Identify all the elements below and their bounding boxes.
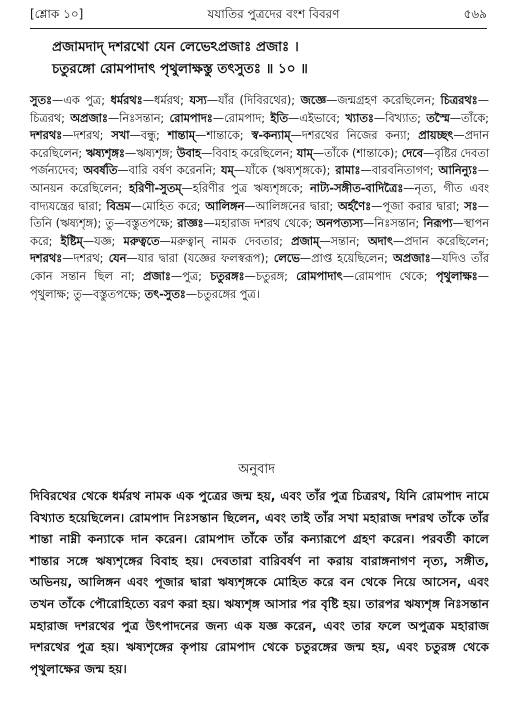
synonym-term: লেভে: [273, 252, 300, 266]
synonym-term: হরিণী-সুতম্: [129, 181, 182, 195]
synonym-meaning: —যাঁর (দিবিরথের);: [206, 94, 301, 107]
word-for-word-synonyms: [30, 92, 489, 303]
synonym-meaning: —নিঃসন্তান;: [107, 111, 170, 125]
synonym-meaning: —বিখ্যাত;: [373, 111, 427, 125]
translation-heading: অনুবাদ: [238, 462, 275, 477]
synonym-term: যম্: [221, 164, 234, 178]
synonym-meaning: —তাঁকে;: [449, 111, 489, 125]
synonym-meaning: —চতুরঙ্গের পুত্র।: [185, 287, 260, 301]
synonym-term: আলিঙ্গন: [205, 199, 245, 213]
synonym-term: খ্যাতঃ: [345, 111, 374, 125]
sanskrit-verse: [52, 36, 473, 80]
synonym-term: রামাঃ: [335, 164, 361, 178]
page-number: ৫৬৯: [463, 7, 487, 21]
translation-text: দিবিরথের থেকে ধর্মরথ নামক এক পুত্রের জন্ম হয়, এবং তাঁর পুত্র চিত্ররথ, যিনি রোমপাদ নামে বিখ্যাত হয়েছিলেন। রোমপাদ নিঃসন্তান ছিলেন, এবং তাই তাঁর সখা মহারাজ দশরথ তাঁকে তাঁর শান্তা নাম্নী কন্যাকে দান করেন। রোমপাদ তাঁকে তাঁর কন্যারূপে গ্রহণ করেন। পরবর্তী কালে শান্তার সঙ্গে ঋষ্যশৃঙ্গের বিবাহ হয়। দেবতারা বারিবর্ষণ না করায় বারাঙ্গনাগণ নৃত্য, সঙ্গীত, অভিনয়, আলিঙ্গন এবং পূজার দ্বারা ঋষ্যশৃঙ্গকে মোহিত করে বন থেকে নিয়ে আসেন, এবং তখন তাঁকে পৌরোহিত্যে বরণ করা হয়। ঋষ্যশৃঙ্গ আসার পর বৃষ্টি হয়। তারপর ঋষ্যশৃঙ্গ নিঃসন্তান মহারাজ দশরথের পুত্র উৎপাদনের জন্য এক যজ্ঞ করেন, এবং তার ফলে অপুত্রক মহারাজ দশরথের পুত্র হয়। ঋষ্যশৃঙ্গের কৃপায় রোমপাদ থেকে চতুরঙ্গের জন্ম হয়, এবং চতুরঙ্গ থেকে পৃথুলাক্ষের জন্ম হয়।: [30, 489, 489, 676]
synonym-meaning: —দশরথ;: [62, 252, 109, 266]
synonym-term: পৃথুলাক্ষঃ: [435, 269, 478, 283]
synonym-meaning: —বারবনিতাগণ;: [360, 164, 439, 178]
synonym-term: রাজ্ঞঃ: [177, 217, 204, 231]
synonym-meaning: —মোহিত করে;: [130, 199, 206, 213]
synonym-term: যস্য: [189, 94, 207, 107]
synonym-meaning: —দশরথের নিজের কন্যা;: [290, 129, 419, 143]
synonym-meaning: —ঋষ্যশৃঙ্গ;: [124, 146, 177, 160]
verse-reference: [শ্লোক ১০]: [30, 7, 84, 21]
synonym-term: সঃ: [464, 199, 478, 213]
verse-line: প্রজামদাদ্ দশরথো যেন লেভেঽপ্রজাঃ প্রজাঃ ।: [52, 39, 299, 55]
synonym-term: বিভ্রম: [106, 199, 131, 213]
synonym-meaning: —এইভাবে;: [288, 111, 346, 125]
synonym-meaning: —যদিও তাঁর কোন সন্তান ছিল না;: [30, 252, 490, 283]
synonym-term: রোমপাদাৎ: [296, 269, 343, 283]
synonym-term: অর্হণৈঃ: [337, 199, 372, 213]
synonym-term: যাম্: [296, 146, 313, 160]
synonym-term: প্রায়চ্ছৎ: [418, 129, 454, 143]
synonym-term: অনপত্যস্য: [316, 217, 363, 231]
synonym-meaning: —প্রদান করেছিলেন;: [392, 234, 490, 248]
synonym-meaning: —আনয়ন করেছিলেন;: [30, 164, 490, 195]
header-divider: [30, 28, 487, 29]
synonym-term: অবর্ষতি: [83, 164, 118, 178]
synonym-meaning: —চতুরঙ্গ;: [244, 269, 297, 283]
synonym-term: সখা: [111, 129, 130, 143]
synonym-term: শান্তাম্: [167, 129, 196, 143]
synonym-meaning: —স্থাপন করে;: [30, 217, 489, 248]
synonym-term: ইতি: [270, 111, 288, 125]
synonym-meaning: —রোমপাদ;: [212, 111, 271, 125]
synonym-meaning: —দশরথ;: [62, 129, 112, 143]
synonym-meaning: —পূজা করার দ্বারা;: [371, 199, 465, 213]
synonym-meaning: —এক পুত্র;: [51, 94, 111, 107]
synonym-meaning: —যাঁকে (ঋষ্যশৃঙ্গকে);: [233, 164, 336, 178]
synonym-meaning: —পৃথুলাক্ষ; তু—বস্তুতপক্ষে;: [30, 269, 489, 301]
synonym-meaning: —নিঃসন্তান;: [362, 217, 424, 231]
synonym-term: উবাহ: [176, 146, 201, 160]
synonym-meaning: —জন্মগ্রহণ করেছিলেন;: [326, 94, 441, 107]
synonym-term: মরুত্বতে: [123, 234, 160, 248]
synonym-meaning: —পুত্র;: [170, 269, 211, 283]
synonym-term: জজ্ঞে: [300, 94, 327, 107]
synonym-meaning: —সন্তান;: [319, 234, 368, 248]
synonym-meaning: —তাঁকে (শান্তাকে);: [312, 146, 402, 160]
synonym-term: চতুরঙ্গঃ: [210, 269, 245, 283]
synonym-meaning: —হরিণীর পুত্র ঋষ্যশৃঙ্গকে;: [181, 181, 310, 195]
synonym-meaning: —যজ্ঞ;: [82, 234, 124, 248]
synonym-term: অপ্রজাঃ: [393, 252, 431, 266]
synonym-term: দশরথঃ: [30, 252, 63, 266]
chapter-title: যযাতির পুত্রদের বংশ বিবরণ: [207, 7, 340, 21]
synonym-term: দেবে: [401, 146, 424, 160]
synonym-term: দশরথঃ: [30, 129, 63, 143]
synonym-term: প্রজাম্: [291, 234, 320, 248]
synonym-term: ঋষ্যশৃঙ্গঃ: [85, 146, 125, 160]
synonym-meaning: —বন্ধু;: [129, 129, 168, 143]
synonym-term: ইষ্টিম্: [60, 234, 83, 248]
synonym-meaning: —আলিঙ্গনের দ্বারা;: [244, 199, 338, 213]
synonym-term: অদাৎ: [367, 234, 393, 248]
synonym-term: চিত্ররথঃ: [440, 94, 478, 107]
synonym-meaning: —রোমপাদ থেকে;: [342, 269, 436, 283]
synonym-meaning: —মরুত্বান্ নামক দেবতার;: [159, 234, 292, 248]
synonym-meaning: —তিনি (ঋষ্যশৃঙ্গ); তু—বস্তুতপক্ষে;: [30, 199, 489, 231]
synonym-term: প্রজাঃ: [143, 269, 171, 283]
synonym-meaning: —বৃষ্টির দেবতা পর্জন্যদেব;: [30, 146, 489, 178]
synonym-term: সুতঃ: [30, 94, 52, 107]
synonym-meaning: —চিত্ররথ;: [30, 94, 489, 125]
synonym-meaning: —নৃত্য, গীত এবং বাদ্যযন্ত্রের দ্বারা;: [30, 181, 489, 213]
synonym-meaning: —যার দ্বারা (যজ্ঞের ফলস্বরূপ);: [126, 252, 274, 266]
synonym-term: তৎ-সুতঃ: [144, 287, 186, 301]
synonym-meaning: —মহারাজ দশরথ থেকে;: [203, 217, 317, 231]
synonym-term: স্ব-কন্যাম্: [251, 129, 291, 143]
verse-line: চতুরঙ্গো রোমপাদাৎ পৃথুলাক্ষস্তু তৎসুতঃ ॥ ১০ ॥: [52, 61, 308, 77]
synonym-term: নিরূপ্য: [423, 217, 453, 231]
synonym-meaning: —বিবাহ করেছিলেন;: [200, 146, 297, 160]
synonym-meaning: —বারি বর্ষণ করেননি;: [117, 164, 222, 178]
synonym-meaning: —ধর্মরথ;: [142, 94, 190, 107]
synonym-term: ধর্মরথঃ: [110, 94, 143, 107]
page-header: [30, 6, 487, 26]
synonym-meaning: —প্রদান করেছিলেন;: [30, 129, 489, 160]
synonym-term: অপ্রজাঃ: [70, 111, 108, 125]
synonym-meaning: —শান্তাকে;: [195, 129, 252, 143]
synonym-term: তস্মৈ: [426, 111, 450, 125]
synonym-term: আনিন্যুঃ: [438, 164, 478, 178]
synonym-term: রোমপাদঃ: [169, 111, 213, 125]
synonym-term: যেন: [108, 252, 127, 266]
synonym-meaning: —প্রাপ্ত হয়েছিলেন;: [299, 252, 394, 266]
synonym-term: নাট্য-সঙ্গীত-বাদিত্রৈঃ: [309, 181, 404, 195]
